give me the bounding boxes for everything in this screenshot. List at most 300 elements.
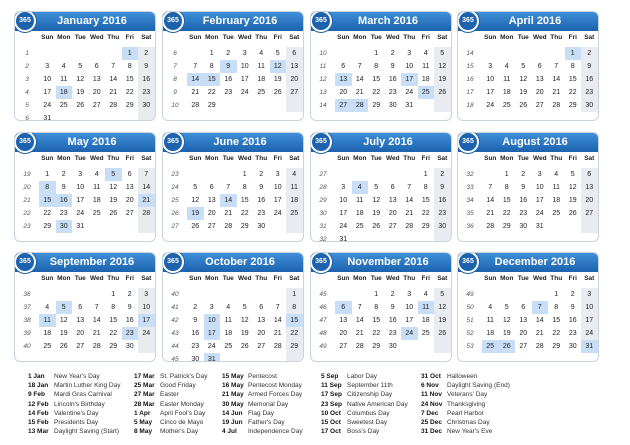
day-cell[interactable]: 20 (339, 330, 348, 337)
day-cell[interactable]: 5 (374, 184, 379, 191)
day-cell[interactable]: 22 (125, 89, 134, 96)
day-cell[interactable]: 29 (125, 102, 134, 109)
day-cell[interactable]: 15 (286, 314, 303, 327)
day-cell[interactable]: 5 (434, 47, 451, 60)
day-cell[interactable]: 15 (421, 197, 430, 204)
day-cell[interactable]: 25 (43, 343, 52, 350)
day-cell[interactable]: 28 (109, 102, 118, 109)
day-cell[interactable]: 14 (355, 317, 364, 324)
day-cell[interactable]: 29 (421, 223, 430, 230)
day-cell[interactable]: 29 (207, 102, 216, 109)
day-cell[interactable]: 21 (552, 89, 561, 96)
day-cell[interactable]: 1 (374, 50, 379, 57)
day-cell[interactable]: 7 (357, 304, 362, 311)
day-cell[interactable]: 7 (94, 304, 99, 311)
day-cell[interactable]: 16 (434, 194, 451, 207)
day-cell[interactable]: 4 (504, 63, 509, 70)
day-cell[interactable]: 24 (339, 223, 348, 230)
day-cell[interactable]: 16 (388, 76, 397, 83)
day-cell[interactable]: 9 (193, 317, 198, 324)
day-cell[interactable]: 10 (240, 63, 249, 70)
day-cell[interactable]: 10 (535, 184, 544, 191)
day-cell[interactable]: 20 (286, 73, 303, 86)
day-cell[interactable]: 18 (502, 89, 511, 96)
day-cell[interactable]: 19 (568, 197, 577, 204)
day-cell[interactable]: 15 (502, 197, 511, 204)
day-cell[interactable]: 1 (111, 291, 116, 298)
day-cell[interactable]: 20 (257, 330, 266, 337)
day-cell[interactable]: 4 (94, 171, 99, 178)
day-cell[interactable]: 19 (76, 89, 85, 96)
day-cell[interactable]: 24 (273, 210, 282, 217)
day-cell[interactable]: 13 (388, 197, 397, 204)
day-cell[interactable]: 22 (372, 330, 381, 337)
day-cell[interactable]: 24 (581, 327, 598, 340)
day-cell[interactable]: 7 (275, 304, 280, 311)
day-cell[interactable]: 31 (204, 353, 221, 362)
day-cell[interactable]: 12 (434, 60, 451, 73)
day-cell[interactable]: 30 (519, 223, 528, 230)
day-cell[interactable]: 6 (341, 63, 346, 70)
day-cell[interactable]: 15 (568, 76, 577, 83)
day-cell[interactable]: 31 (43, 115, 52, 121)
day-cell[interactable]: 24 (401, 327, 418, 340)
day-cell[interactable]: 4 (286, 168, 303, 181)
day-cell[interactable]: 13 (286, 60, 303, 73)
day-cell[interactable]: 29 (372, 102, 381, 109)
day-cell[interactable]: 2 (390, 50, 395, 57)
day-cell[interactable]: 17 (138, 314, 155, 327)
day-cell[interactable]: 4 (45, 304, 50, 311)
day-cell[interactable]: 1 (423, 171, 428, 178)
day-cell[interactable]: 7 (488, 184, 493, 191)
day-cell[interactable]: 22 (502, 210, 511, 217)
day-cell[interactable]: 1 (554, 291, 559, 298)
day-cell[interactable]: 23 (191, 343, 200, 350)
day-cell[interactable]: 31 (581, 340, 598, 353)
day-cell[interactable]: 5 (521, 63, 526, 70)
day-cell[interactable]: 13 (207, 197, 216, 204)
day-cell[interactable]: 26 (519, 102, 528, 109)
day-cell[interactable]: 23 (434, 207, 451, 220)
day-cell[interactable]: 3 (242, 50, 247, 57)
day-cell[interactable]: 9 (220, 60, 237, 73)
day-cell[interactable]: 19 (372, 210, 381, 217)
day-cell[interactable]: 12 (59, 317, 68, 324)
day-cell[interactable]: 14 (220, 194, 237, 207)
day-cell[interactable]: 19 (434, 314, 451, 327)
day-cell[interactable]: 2 (193, 304, 198, 311)
day-cell[interactable]: 2 (259, 171, 264, 178)
day-cell[interactable]: 20 (207, 210, 216, 217)
day-cell[interactable]: 27 (335, 99, 352, 112)
day-cell[interactable]: 19 (519, 89, 528, 96)
day-cell[interactable]: 3 (45, 63, 50, 70)
day-cell[interactable]: 26 (273, 89, 282, 96)
day-cell[interactable]: 23 (388, 89, 397, 96)
day-cell[interactable]: 26 (499, 340, 516, 353)
day-cell[interactable]: 3 (407, 291, 412, 298)
day-cell[interactable]: 18 (421, 317, 430, 324)
day-cell[interactable]: 6 (335, 301, 352, 314)
day-cell[interactable]: 25 (418, 86, 435, 99)
day-cell[interactable]: 27 (339, 343, 348, 350)
day-cell[interactable]: 14 (552, 76, 561, 83)
day-cell[interactable]: 8 (554, 304, 559, 311)
day-cell[interactable]: 23 (138, 86, 155, 99)
day-cell[interactable]: 11 (418, 301, 435, 314)
day-cell[interactable]: 25 (224, 343, 233, 350)
day-cell[interactable]: 25 (552, 210, 561, 217)
day-cell[interactable]: 28 (138, 207, 155, 220)
day-cell[interactable]: 10 (43, 76, 52, 83)
day-cell[interactable]: 5 (242, 304, 247, 311)
day-cell[interactable]: 5 (504, 304, 509, 311)
day-cell[interactable]: 12 (270, 60, 287, 73)
day-cell[interactable]: 19 (187, 207, 204, 220)
day-cell[interactable]: 15 (552, 317, 561, 324)
day-cell[interactable]: 17 (43, 89, 52, 96)
day-cell[interactable]: 26 (191, 223, 200, 230)
day-cell[interactable]: 26 (109, 210, 118, 217)
day-cell[interactable]: 8 (374, 304, 379, 311)
day-cell[interactable]: 29 (43, 223, 52, 230)
day-cell[interactable]: 14 (273, 317, 282, 324)
day-cell[interactable]: 16 (125, 317, 134, 324)
day-cell[interactable]: 6 (209, 184, 214, 191)
day-cell[interactable]: 26 (240, 343, 249, 350)
day-cell[interactable]: 20 (339, 89, 348, 96)
day-cell[interactable]: 6 (78, 304, 83, 311)
day-cell[interactable]: 5 (434, 288, 451, 301)
day-cell[interactable]: 28 (92, 343, 101, 350)
day-cell[interactable]: 13 (581, 181, 598, 194)
day-cell[interactable]: 7 (138, 168, 155, 181)
day-cell[interactable]: 13 (535, 76, 544, 83)
day-cell[interactable]: 20 (519, 330, 528, 337)
day-cell[interactable]: 23 (59, 210, 68, 217)
day-cell[interactable]: 29 (372, 343, 381, 350)
day-cell[interactable]: 14 (355, 76, 364, 83)
day-cell[interactable]: 5 (570, 171, 575, 178)
day-cell[interactable]: 11 (552, 184, 560, 191)
day-cell[interactable]: 29 (286, 340, 303, 353)
day-cell[interactable]: 12 (109, 184, 118, 191)
day-cell[interactable]: 26 (59, 343, 68, 350)
day-cell[interactable]: 27 (581, 207, 598, 220)
day-cell[interactable]: 17 (401, 73, 418, 86)
day-cell[interactable]: 8 (374, 63, 379, 70)
day-cell[interactable]: 2 (138, 47, 155, 60)
day-cell[interactable]: 16 (519, 197, 528, 204)
day-cell[interactable]: 2 (61, 171, 66, 178)
day-cell[interactable]: 12 (519, 76, 528, 83)
day-cell[interactable]: 21 (486, 210, 495, 217)
day-cell[interactable]: 16 (581, 73, 598, 86)
day-cell[interactable]: 24 (486, 102, 495, 109)
day-cell[interactable]: 19 (502, 330, 511, 337)
day-cell[interactable]: 14 (535, 317, 544, 324)
day-cell[interactable]: 10 (273, 184, 282, 191)
day-cell[interactable]: 1 (45, 171, 50, 178)
day-cell[interactable]: 7 (554, 63, 559, 70)
day-cell[interactable]: 4 (259, 50, 264, 57)
day-cell[interactable]: 22 (207, 89, 216, 96)
day-cell[interactable]: 20 (581, 194, 598, 207)
day-cell[interactable]: 3 (407, 50, 412, 57)
day-cell[interactable]: 11 (286, 181, 303, 194)
day-cell[interactable]: 3 (581, 288, 598, 301)
day-cell[interactable]: 6 (127, 171, 132, 178)
day-cell[interactable]: 28 (486, 223, 495, 230)
day-cell[interactable]: 28 (552, 102, 561, 109)
day-cell[interactable]: 18 (257, 76, 266, 83)
day-cell[interactable]: 5 (275, 50, 280, 57)
day-cell[interactable]: 6 (390, 184, 395, 191)
day-cell[interactable]: 7 (407, 184, 412, 191)
day-cell[interactable]: 27 (519, 343, 528, 350)
day-cell[interactable]: 25 (502, 102, 511, 109)
day-cell[interactable]: 20 (125, 197, 134, 204)
day-cell[interactable]: 6 (259, 304, 264, 311)
day-cell[interactable]: 8 (111, 304, 116, 311)
day-cell[interactable]: 31 (76, 223, 85, 230)
day-cell[interactable]: 15 (204, 73, 221, 86)
day-cell[interactable]: 2 (127, 291, 132, 298)
day-cell[interactable]: 16 (138, 73, 155, 86)
day-cell[interactable]: 7 (226, 184, 231, 191)
day-cell[interactable]: 29 (552, 343, 561, 350)
day-cell[interactable]: 21 (191, 89, 200, 96)
day-cell[interactable]: 19 (434, 73, 451, 86)
day-cell[interactable]: 15 (125, 76, 134, 83)
day-cell[interactable]: 24 (138, 327, 155, 340)
day-cell[interactable]: 8 (286, 301, 303, 314)
day-cell[interactable]: 10 (486, 76, 495, 83)
day-cell[interactable]: 30 (388, 343, 397, 350)
day-cell[interactable]: 10 (405, 63, 414, 70)
day-cell[interactable]: 15 (240, 197, 249, 204)
day-cell[interactable]: 28 (405, 223, 414, 230)
day-cell[interactable]: 9 (390, 304, 395, 311)
day-cell[interactable]: 12 (434, 301, 451, 314)
day-cell[interactable]: 21 (355, 330, 364, 337)
day-cell[interactable]: 30 (388, 102, 397, 109)
day-cell[interactable]: 31 (535, 223, 544, 230)
day-cell[interactable]: 15 (372, 317, 381, 324)
day-cell[interactable]: 17 (339, 210, 348, 217)
day-cell[interactable]: 16 (257, 197, 266, 204)
day-cell[interactable]: 14 (109, 76, 118, 83)
day-cell[interactable]: 7 (357, 63, 362, 70)
day-cell[interactable]: 8 (127, 63, 132, 70)
day-cell[interactable]: 20 (76, 330, 85, 337)
day-cell[interactable]: 11 (486, 317, 494, 324)
day-cell[interactable]: 5 (193, 184, 198, 191)
day-cell[interactable]: 12 (191, 197, 200, 204)
day-cell[interactable]: 3 (341, 184, 346, 191)
day-cell[interactable]: 9 (434, 181, 451, 194)
day-cell[interactable]: 11 (224, 317, 232, 324)
day-cell[interactable]: 1 (504, 171, 509, 178)
day-cell[interactable]: 4 (61, 63, 66, 70)
day-cell[interactable]: 11 (503, 76, 511, 83)
day-cell[interactable]: 22 (43, 210, 52, 217)
day-cell[interactable]: 28 (535, 343, 544, 350)
day-cell[interactable]: 18 (486, 330, 495, 337)
day-cell[interactable]: 10 (204, 314, 221, 327)
day-cell[interactable]: 4 (423, 291, 428, 298)
day-cell[interactable]: 2 (390, 291, 395, 298)
day-cell[interactable]: 10 (405, 304, 414, 311)
day-cell[interactable]: 26 (76, 102, 85, 109)
day-cell[interactable]: 20 (92, 89, 101, 96)
day-cell[interactable]: 25 (257, 89, 266, 96)
day-cell[interactable]: 23 (388, 330, 397, 337)
day-cell[interactable]: 13 (125, 184, 134, 191)
day-cell[interactable]: 17 (204, 327, 221, 340)
day-cell[interactable]: 30 (138, 99, 155, 112)
day-cell[interactable]: 4 (488, 304, 493, 311)
day-cell[interactable]: 16 (224, 76, 233, 83)
day-cell[interactable]: 9 (521, 184, 526, 191)
day-cell[interactable]: 17 (240, 76, 249, 83)
day-cell[interactable]: 15 (39, 194, 56, 207)
day-cell[interactable]: 21 (405, 210, 414, 217)
day-cell[interactable]: 3 (537, 171, 542, 178)
day-cell[interactable]: 18 (421, 76, 430, 83)
day-cell[interactable]: 29 (568, 102, 577, 109)
day-cell[interactable]: 11 (39, 314, 56, 327)
day-cell[interactable]: 25 (482, 340, 499, 353)
day-cell[interactable]: 22 (240, 210, 249, 217)
day-cell[interactable]: 26 (372, 223, 381, 230)
day-cell[interactable]: 27 (388, 223, 397, 230)
day-cell[interactable]: 8 (39, 181, 56, 194)
day-cell[interactable]: 24 (405, 89, 414, 96)
day-cell[interactable]: 17 (405, 317, 414, 324)
day-cell[interactable]: 29 (502, 223, 511, 230)
day-cell[interactable]: 17 (535, 197, 544, 204)
day-cell[interactable]: 16 (56, 194, 73, 207)
day-cell[interactable]: 10 (339, 197, 348, 204)
day-cell[interactable]: 21 (92, 330, 101, 337)
day-cell[interactable]: 14 (486, 197, 495, 204)
day-cell[interactable]: 1 (122, 47, 139, 60)
day-cell[interactable]: 31 (405, 102, 414, 109)
day-cell[interactable]: 21 (224, 210, 233, 217)
day-cell[interactable]: 12 (568, 184, 577, 191)
day-cell[interactable]: 11 (60, 76, 68, 83)
day-cell[interactable]: 29 (109, 343, 118, 350)
day-cell[interactable]: 12 (372, 197, 381, 204)
day-cell[interactable]: 18 (224, 330, 233, 337)
day-cell[interactable]: 26 (434, 327, 451, 340)
day-cell[interactable]: 5 (78, 63, 83, 70)
day-cell[interactable]: 21 (355, 89, 364, 96)
day-cell[interactable]: 22 (568, 89, 577, 96)
day-cell[interactable]: 3 (209, 304, 214, 311)
day-cell[interactable]: 22 (421, 210, 430, 217)
day-cell[interactable]: 6 (94, 63, 99, 70)
day-cell[interactable]: 7 (532, 301, 549, 314)
day-cell[interactable]: 25 (421, 330, 430, 337)
day-cell[interactable]: 17 (581, 314, 598, 327)
day-cell[interactable]: 29 (240, 223, 249, 230)
day-cell[interactable]: 24 (535, 210, 544, 217)
day-cell[interactable]: 1 (286, 288, 303, 301)
day-cell[interactable]: 16 (388, 317, 397, 324)
day-cell[interactable]: 13 (257, 317, 266, 324)
day-cell[interactable]: 23 (122, 327, 139, 340)
day-cell[interactable]: 12 (240, 317, 249, 324)
day-cell[interactable]: 27 (286, 86, 303, 99)
day-cell[interactable]: 21 (138, 194, 155, 207)
day-cell[interactable]: 4 (423, 50, 428, 57)
day-cell[interactable]: 12 (76, 76, 85, 83)
day-cell[interactable]: 10 (76, 184, 85, 191)
day-cell[interactable]: 18 (552, 197, 561, 204)
day-cell[interactable]: 3 (138, 288, 155, 301)
day-cell[interactable]: 14 (92, 317, 101, 324)
day-cell[interactable]: 22 (286, 327, 303, 340)
day-cell[interactable]: 13 (339, 317, 348, 324)
day-cell[interactable]: 26 (434, 86, 451, 99)
day-cell[interactable]: 16 (568, 317, 577, 324)
day-cell[interactable]: 9 (581, 60, 598, 73)
day-cell[interactable]: 11 (93, 184, 101, 191)
day-cell[interactable]: 21 (109, 89, 118, 96)
day-cell[interactable]: 14 (187, 73, 204, 86)
day-cell[interactable]: 2 (581, 47, 598, 60)
day-cell[interactable]: 23 (257, 210, 266, 217)
day-cell[interactable]: 8 (242, 184, 247, 191)
day-cell[interactable]: 30 (257, 223, 266, 230)
day-cell[interactable]: 9 (138, 60, 155, 73)
day-cell[interactable]: 24 (76, 210, 85, 217)
day-cell[interactable]: 5 (56, 301, 73, 314)
day-cell[interactable]: 23 (224, 89, 233, 96)
day-cell[interactable]: 27 (535, 102, 544, 109)
day-cell[interactable]: 4 (554, 171, 559, 178)
day-cell[interactable]: 23 (519, 210, 528, 217)
day-cell[interactable]: 2 (521, 171, 526, 178)
day-cell[interactable]: 4 (226, 304, 231, 311)
day-cell[interactable]: 13 (76, 317, 85, 324)
day-cell[interactable]: 18 (355, 210, 364, 217)
day-cell[interactable]: 20 (388, 210, 397, 217)
day-cell[interactable]: 20 (535, 89, 544, 96)
day-cell[interactable]: 13 (92, 76, 101, 83)
day-cell[interactable]: 14 (138, 181, 155, 194)
day-cell[interactable]: 28 (355, 343, 364, 350)
day-cell[interactable]: 6 (581, 168, 598, 181)
day-cell[interactable]: 30 (434, 220, 451, 233)
day-cell[interactable]: 28 (224, 223, 233, 230)
day-cell[interactable]: 27 (92, 102, 101, 109)
day-cell[interactable]: 28 (352, 99, 369, 112)
day-cell[interactable]: 18 (56, 86, 73, 99)
day-cell[interactable]: 19 (273, 76, 282, 83)
day-cell[interactable]: 1 (209, 50, 214, 57)
day-cell[interactable]: 18 (92, 197, 101, 204)
day-cell[interactable]: 1 (374, 291, 379, 298)
day-cell[interactable]: 9 (61, 184, 66, 191)
day-cell[interactable]: 31 (339, 236, 348, 242)
day-cell[interactable]: 15 (372, 76, 381, 83)
day-cell[interactable]: 25 (59, 102, 68, 109)
day-cell[interactable]: 6 (537, 63, 542, 70)
